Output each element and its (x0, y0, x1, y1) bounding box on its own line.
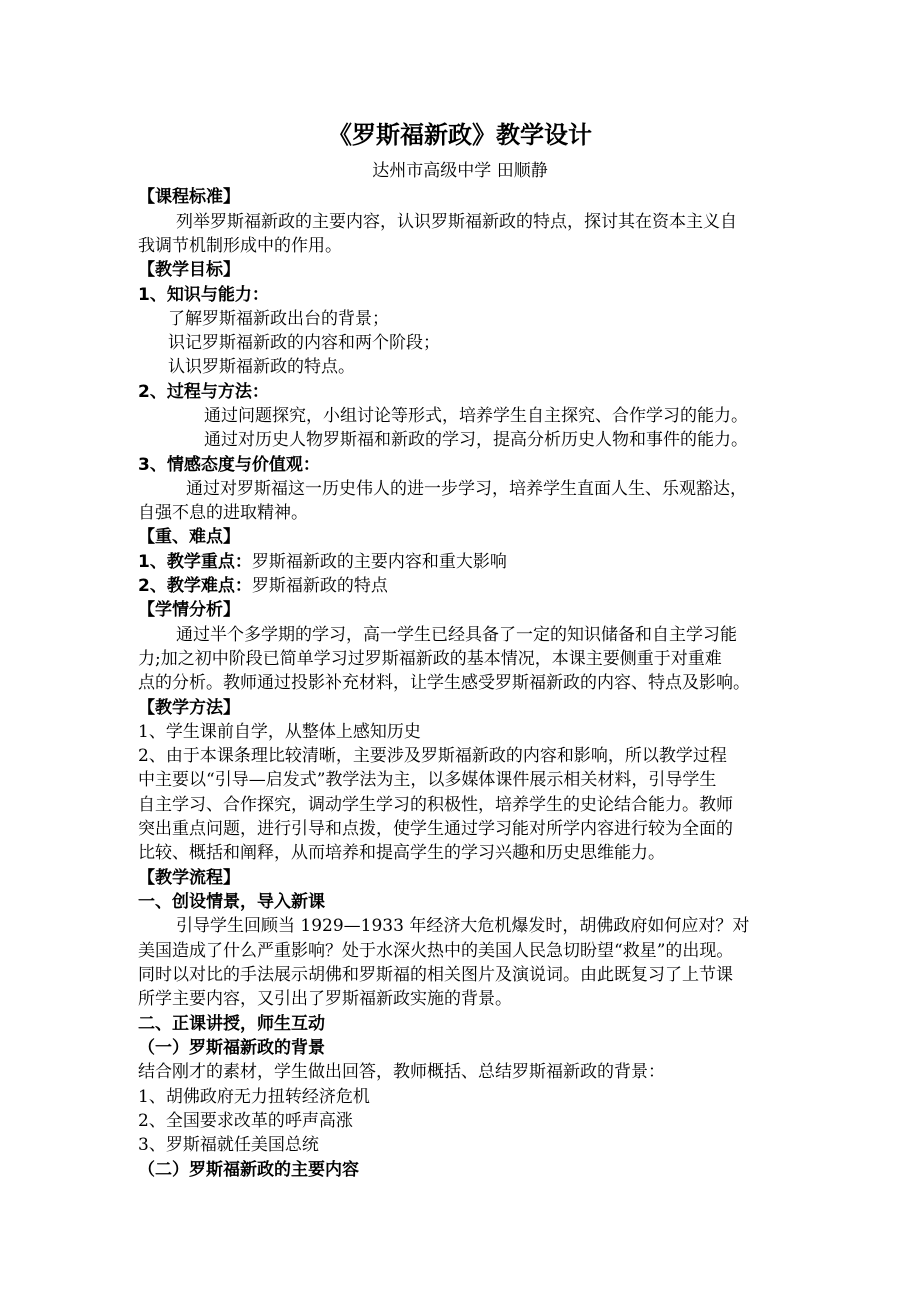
paragraph-line: 自主学习、合作探究，调动学生学习的积极性，培养学生的史论结合能力。教师 (138, 795, 733, 815)
list-item: 1、胡佛政府无力扭转经济危机 (138, 1087, 370, 1107)
goal-line: 识记罗斯福新政的内容和两个阶段； (168, 333, 440, 353)
goal-line: 了解罗斯福新政出台的背景； (168, 309, 389, 329)
key-point-line (138, 551, 507, 573)
difficult-point-text: 罗斯福新政的特点 (251, 576, 388, 596)
paragraph-line: 所学主要内容，又引出了罗斯福新政实施的背景。 (138, 989, 512, 1009)
paragraph-line: 1、学生课前自学，从整体上感知历史 (138, 722, 421, 742)
paragraph-line: 自强不息的进取精神。 (138, 503, 308, 523)
subheading-background: （一）罗斯福新政的背景 (138, 1038, 325, 1058)
subheading-knowledge: 1、知识与能力： (138, 285, 269, 305)
goal-line: 通过对历史人物罗斯福和新政的学习，提高分析历史人物和事件的能力。 (204, 430, 748, 450)
heading-teaching-methods: 【教学方法】 (138, 698, 240, 718)
subheading-main-content: （二）罗斯福新政的主要内容 (138, 1160, 359, 1180)
paragraph-line: 点的分析。教师通过投影补充材料，让学生感受罗斯福新政的内容、特点及影响。 (138, 673, 750, 693)
paragraph-line: 力;加之初中阶段已简单学习过罗斯福新政的基本情况，本课主要侧重于对重难 (138, 649, 722, 669)
difficult-point-label: 2、教学难点： (138, 576, 252, 596)
subheading-process: 2、过程与方法： (138, 382, 269, 402)
heading-curriculum-standard: 【课程标准】 (138, 187, 240, 207)
paragraph-line: 通过对罗斯福这一历史伟人的进一步学习，培养学生直面人生、乐观豁达， (186, 479, 747, 499)
paragraph-line: 结合刚才的素材，学生做出回答，教师概括、总结罗斯福新政的背景： (138, 1062, 665, 1082)
paragraph-line: 突出重点问题，进行引导和点拨，使学生通过学习能对所学内容进行较为全面的 (138, 819, 733, 839)
paragraph-line: 我调节机制形成中的作用。 (138, 236, 342, 256)
document-title: 《罗斯福新政》教学设计 (328, 121, 592, 149)
subheading-emotion: 3、情感态度与价值观： (138, 455, 320, 475)
paragraph-line: 中主要以“引导—启发式”教学法为主，以多媒体课件展示相关材料，引导学生 (138, 770, 717, 790)
list-item: 3、罗斯福就任美国总统 (138, 1135, 319, 1155)
paragraph-line: 通过半个多学期的学习，高一学生已经具备了一定的知识储备和自主学习能 (176, 625, 737, 645)
paragraph-line: 2、由于本课条理比较清晰，主要涉及罗斯福新政的内容和影响，所以教学过程 (138, 746, 727, 766)
paragraph-line: 同时以对比的手法展示胡佛和罗斯福的相关图片及演说词。由此既复习了上节课 (138, 965, 733, 985)
subheading-lecture: 二、正课讲授，师生互动 (138, 1014, 325, 1034)
subheading-introduction: 一、创设情景，导入新课 (138, 892, 325, 912)
heading-teaching-goals: 【教学目标】 (138, 260, 240, 280)
heading-learner-analysis: 【学情分析】 (138, 600, 240, 620)
difficult-point-line (138, 575, 388, 597)
list-item: 2、全国要求改革的呼声高涨 (138, 1111, 353, 1131)
paragraph-line: 美国造成了什么严重影响？处于水深火热中的美国人民急切盼望“救星”的出现。 (138, 941, 734, 961)
document-author: 达州市高级中学 田顺静 (372, 161, 548, 181)
goal-line: 认识罗斯福新政的特点。 (168, 357, 355, 377)
paragraph-line: 列举罗斯福新政的主要内容，认识罗斯福新政的特点，探讨其在资本主义自 (176, 212, 737, 232)
heading-key-difficult: 【重、难点】 (138, 527, 240, 547)
goal-line: 通过问题探究，小组讨论等形式，培养学生自主探究、合作学习的能力。 (204, 406, 748, 426)
key-point-label: 1、教学重点： (138, 552, 252, 572)
paragraph-line: 比较、概括和阐释，从而培养和提高学生的学习兴趣和历史思维能力。 (138, 843, 665, 863)
key-point-text: 罗斯福新政的主要内容和重大影响 (251, 552, 507, 572)
paragraph-line: 引导学生回顾当 1929—1933 年经济大危机爆发时，胡佛政府如何应对？对 (176, 916, 750, 936)
heading-teaching-process: 【教学流程】 (138, 868, 240, 888)
